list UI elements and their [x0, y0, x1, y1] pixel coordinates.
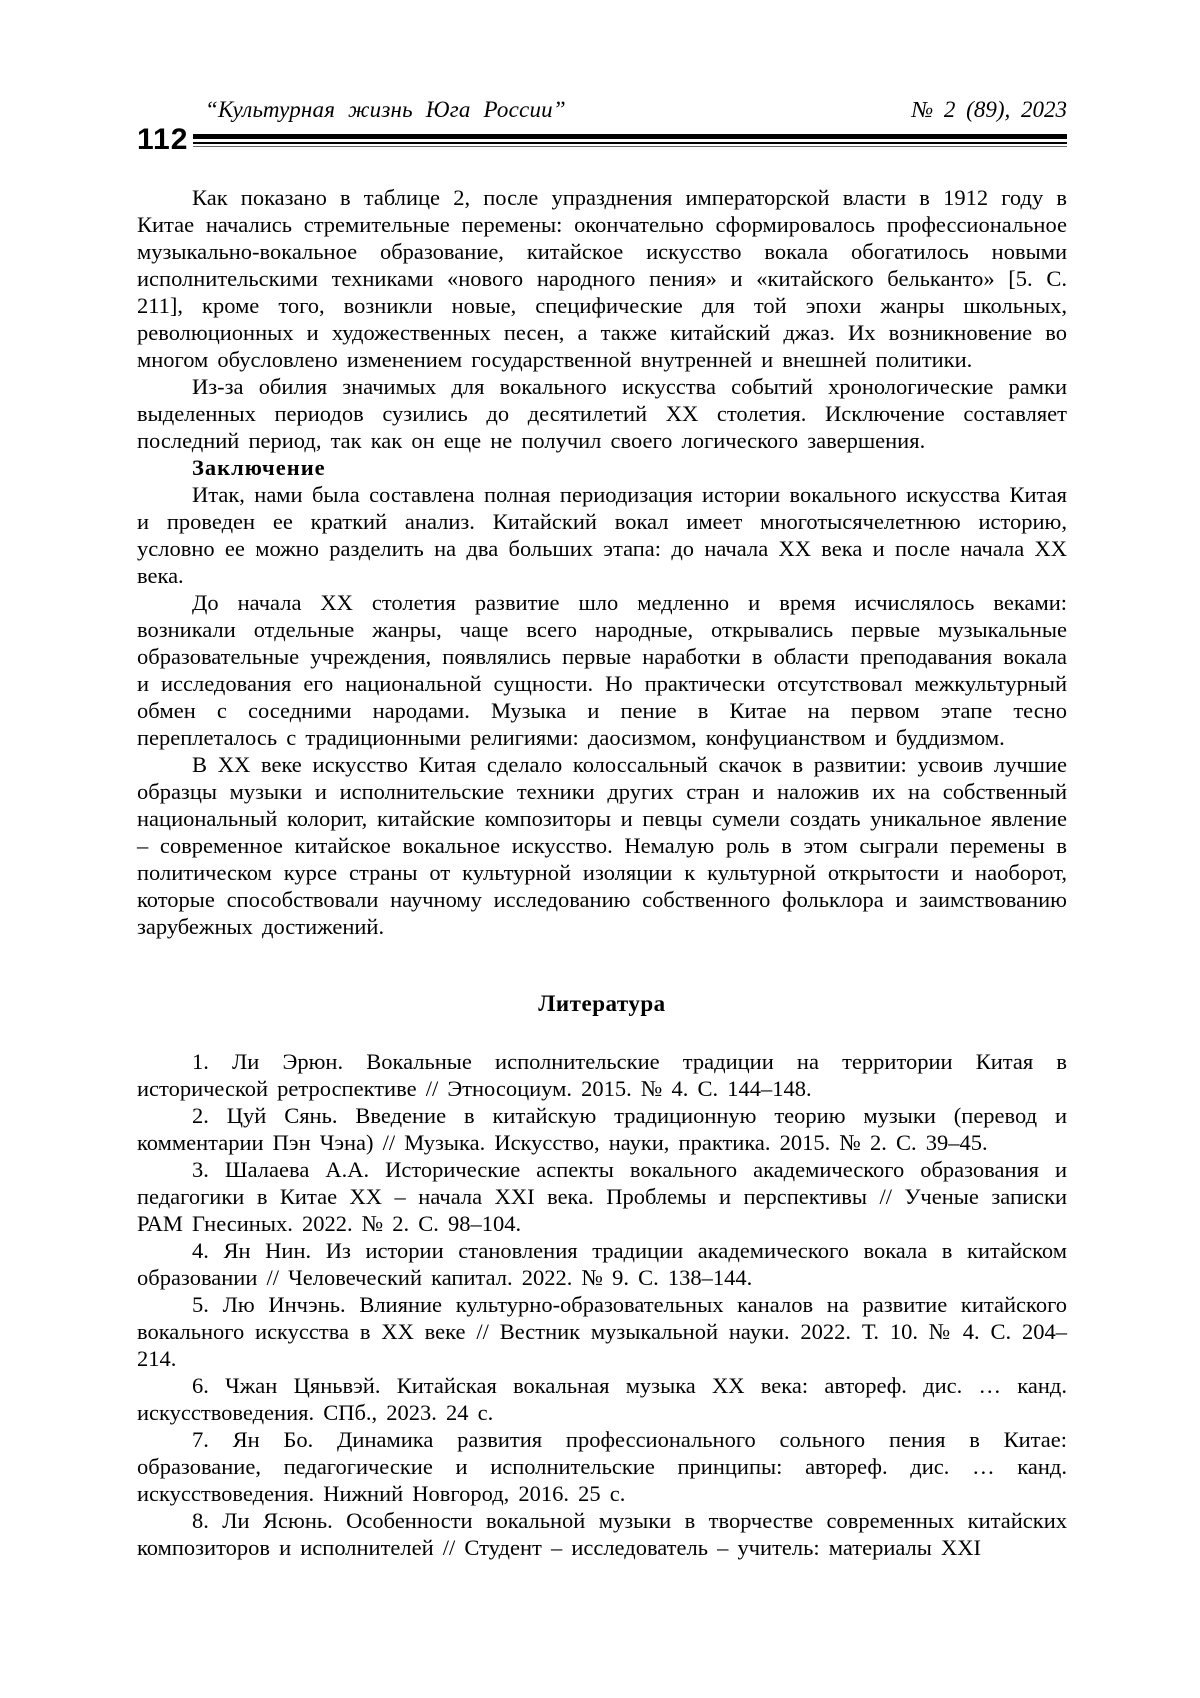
running-head	[137, 96, 1067, 124]
header-rule-row	[137, 125, 1067, 155]
reference-item: 7. Ян Бо. Динамика развития профессионального сольного пения в Китае: образование, педагогические и исполнительские принципы: автореф. дис. … канд. искусствоведения. Нижний Новгород, 2016. 25 с.	[137, 1427, 1067, 1506]
reference-item: 2. Цуй Сянь. Введение в китайскую традиционную теорию музыки (перевод и комментарии Пэн Чэна) // Музыка. Искусство, науки, практика. 2015. № 2. С. 39–45.	[137, 1103, 1067, 1155]
reference-item: 3. Шалаева А.А. Исторические аспекты вокального академического образования и педагогики в Китае XX – начала XXI века. Проблемы и перспективы // Ученые записки РАМ Гнесиных. 2022. № 2. С. 98–104.	[137, 1157, 1067, 1236]
paragraph: Из-за обилия значимых для вокального искусства событий хронологические рамки выделенных периодов сузились до десятилетий XX столетия. Исключение составляет последний период, так как он еще не получил своего логического завершения.	[137, 374, 1067, 453]
header-rule	[193, 134, 1067, 147]
reference-item: 1. Ли Эрюн. Вокальные исполнительские традиции на территории Китая в исторической ретроспективе // Этносоциум. 2015. № 4. С. 144–148.	[137, 1049, 1067, 1101]
journal-title: “Культурная жизнь Юга России”	[205, 97, 566, 122]
page-number: 112	[137, 123, 189, 156]
references-heading: Литература	[538, 991, 666, 1016]
issue-info: № 2 (89), 2023	[911, 97, 1067, 122]
paragraph: В XX веке искусство Китая сделало колоссальный скачок в развитии: усвоив лучшие образцы музыки и исполнительские техники других стран и наложив их на собственный национальный колорит, китайские композиторы и певцы сумели создать уникальное явление – современное китайское вокальное искусство. Немалую роль в этом сыграли перемены в политическом курсе страны от культурной изоляции к культурной открытости и наоборот, которые способствовали научному исследованию собственного фольклора и заимствованию зарубежных достижений.	[137, 752, 1067, 939]
paragraph: Как показано в таблице 2, после упразднения императорской власти в 1912 году в Китае начались стремительные перемены: окончательно сформировалось профессиональное музыкально-вокальное образование, китайское искусство вокала обогатилось новыми исполнительскими техниками «нового народного пения» и «китайского бельканто» [5. С. 211], кроме того, возникли новые, специфические для той эпохи жанры школьных, революционных и художественных песен, а также китайский джаз. Их возникновение во многом обусловлено изменением государственной внутренней и внешней политики.	[137, 185, 1067, 372]
reference-item: 8. Ли Ясюнь. Особенности вокальной музыки в творчестве современных китайских композиторов и исполнителей // Студент – исследователь – учитель: материалы XXI	[137, 1508, 1067, 1560]
page-header	[137, 96, 1067, 155]
paragraph: До начала XX столетия развитие шло медленно и время исчислялось веками: возникали отдельные жанры, чаще всего народные, открывались первые музыкальные образовательные учреждения, появлялись первые наработки в области преподавания вокала и исследования его национальной сущности. Но практически отсутствовал межкультурный обмен с соседними народами. Музыка и пение в Китае на первом этапе тесно переплеталось с традиционными религиями: даосизмом, конфуцианством и буддизмом.	[137, 590, 1067, 750]
reference-item: 4. Ян Нин. Из истории становления традиции академического вокала в китайском образовании // Человеческий капитал. 2022. № 9. С. 138–144.	[137, 1238, 1067, 1290]
paragraph: Итак, нами была составлена полная периодизация истории вокального искусства Китая и проведен ее краткий анализ. Китайский вокал имеет многотысячелетнюю историю, условно ее можно разделить на два больших этапа: до начала XX века и после начала XX века.	[137, 482, 1067, 588]
rule-line-thin	[193, 146, 1067, 147]
reference-item: 5. Лю Инчэнь. Влияние культурно-образовательных каналов на развитие китайского вокального искусства в XX веке // Вестник музыкальной науки. 2022. Т. 10. № 4. С. 204–214.	[137, 1292, 1067, 1371]
article-body	[137, 184, 1067, 1561]
reference-item: 6. Чжан Цяньвэй. Китайская вокальная музыка XX века: автореф. дис. … канд. искусствоведения. СПб., 2023. 24 с.	[137, 1373, 1067, 1425]
conclusion-heading: Заключение	[192, 455, 326, 480]
